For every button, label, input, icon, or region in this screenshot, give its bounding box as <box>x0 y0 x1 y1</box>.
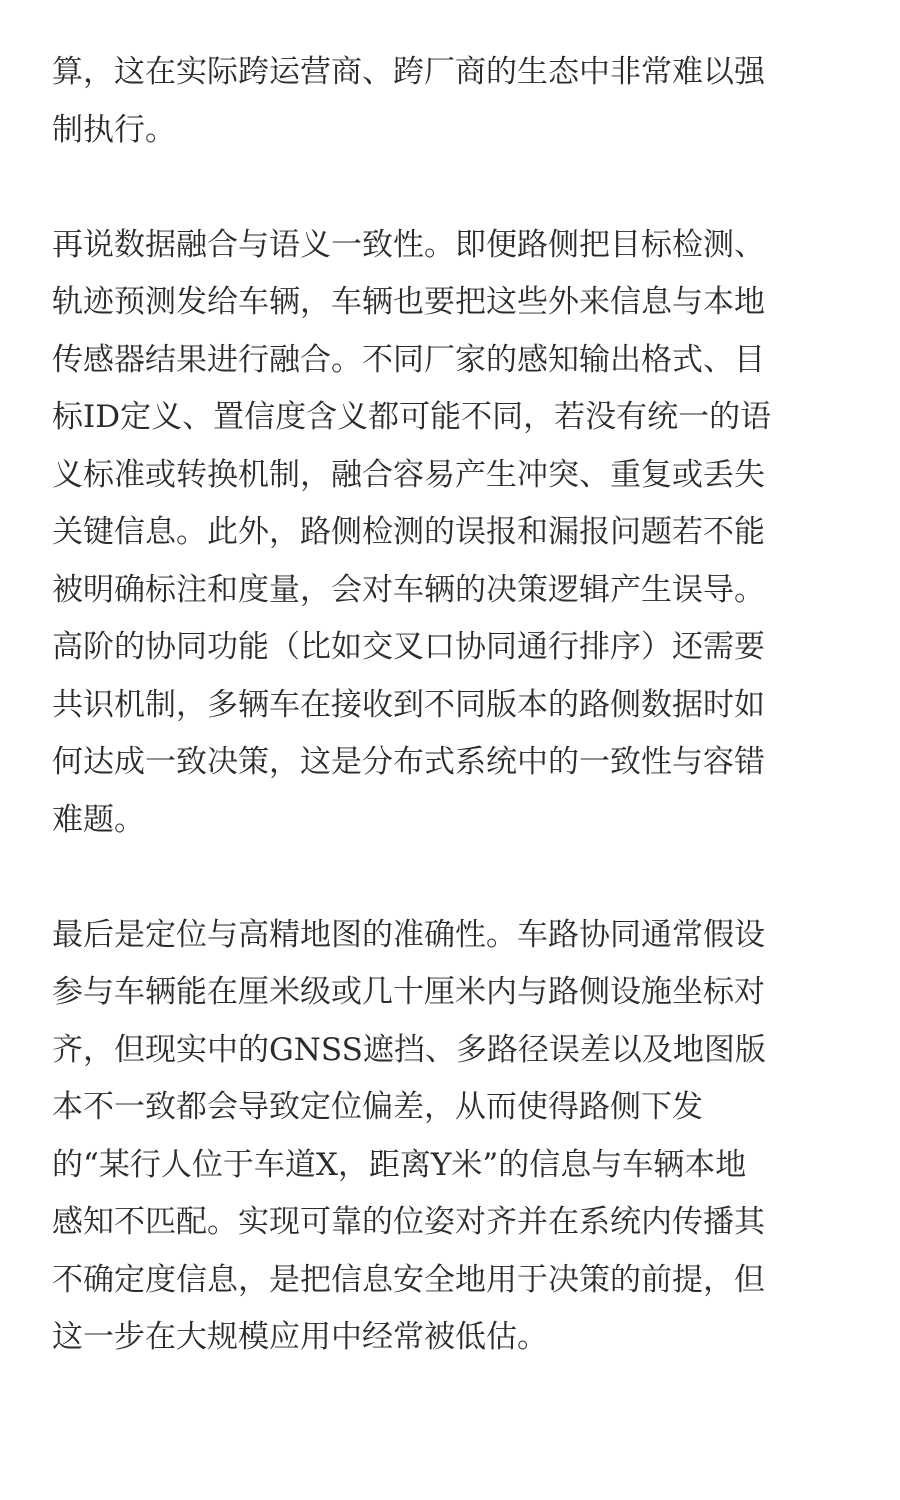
text-line: 算，这在实际跨运营商、跨厂商的生态中非常难以强 <box>52 54 765 90</box>
text-line: 难题。 <box>52 801 145 838</box>
text-line: 义标准或转换机制，融合容易产生冲突、重复或丢失 <box>52 456 765 493</box>
text-line: 再说数据融合与语义一致性。即便路侧把目标检测、 <box>52 226 765 263</box>
paragraph-3 <box>52 907 848 1367</box>
text-line: 参与车辆能在厘米级或几十厘米内与路侧设施坐标对 <box>52 974 765 1010</box>
text-line: 关键信息。此外，路侧检测的误报和漏报问题若不能 <box>52 514 765 550</box>
text-line: 这一步在大规模应用中经常被低估。 <box>52 1319 548 1355</box>
text-line: 不确定度信息，是把信息安全地用于决策的前提，但 <box>52 1261 765 1298</box>
paragraph-spacer <box>52 849 848 907</box>
text-line: 轨迹预测发给车辆，车辆也要把这些外来信息与本地 <box>52 284 765 320</box>
text-line: 标ID定义、置信度含义都可能不同，若没有统一的语 <box>52 399 772 435</box>
text-line: 何达成一致决策，这是分布式系统中的一致性与容错 <box>52 744 765 780</box>
text-line: 本不一致都会导致定位偏差，从而使得路侧下发 <box>52 1089 703 1125</box>
text-line: 共识机制，多辆车在接收到不同版本的路侧数据时如 <box>52 686 765 723</box>
article-body <box>52 44 848 1367</box>
text-line: 的“某行人位于车道X，距离Y米”的信息与车辆本地 <box>52 1146 747 1183</box>
text-line: 最后是定位与高精地图的准确性。车路协同通常假设 <box>52 916 765 953</box>
paragraph-2 <box>52 217 848 850</box>
text-line: 高阶的协同功能（比如交叉口协同通行排序）还需要 <box>52 629 765 665</box>
paragraph-1 <box>52 44 848 159</box>
paragraph-spacer <box>52 159 848 217</box>
text-line: 制执行。 <box>52 111 176 148</box>
text-line: 感知不匹配。实现可靠的位姿对齐并在系统内传播其 <box>52 1204 765 1240</box>
text-line: 被明确标注和度量，会对车辆的决策逻辑产生误导。 <box>52 571 765 608</box>
text-line: 传感器结果进行融合。不同厂家的感知输出格式、目 <box>52 341 765 378</box>
text-line: 齐，但现实中的GNSS遮挡、多路径误差以及地图版 <box>52 1031 766 1068</box>
